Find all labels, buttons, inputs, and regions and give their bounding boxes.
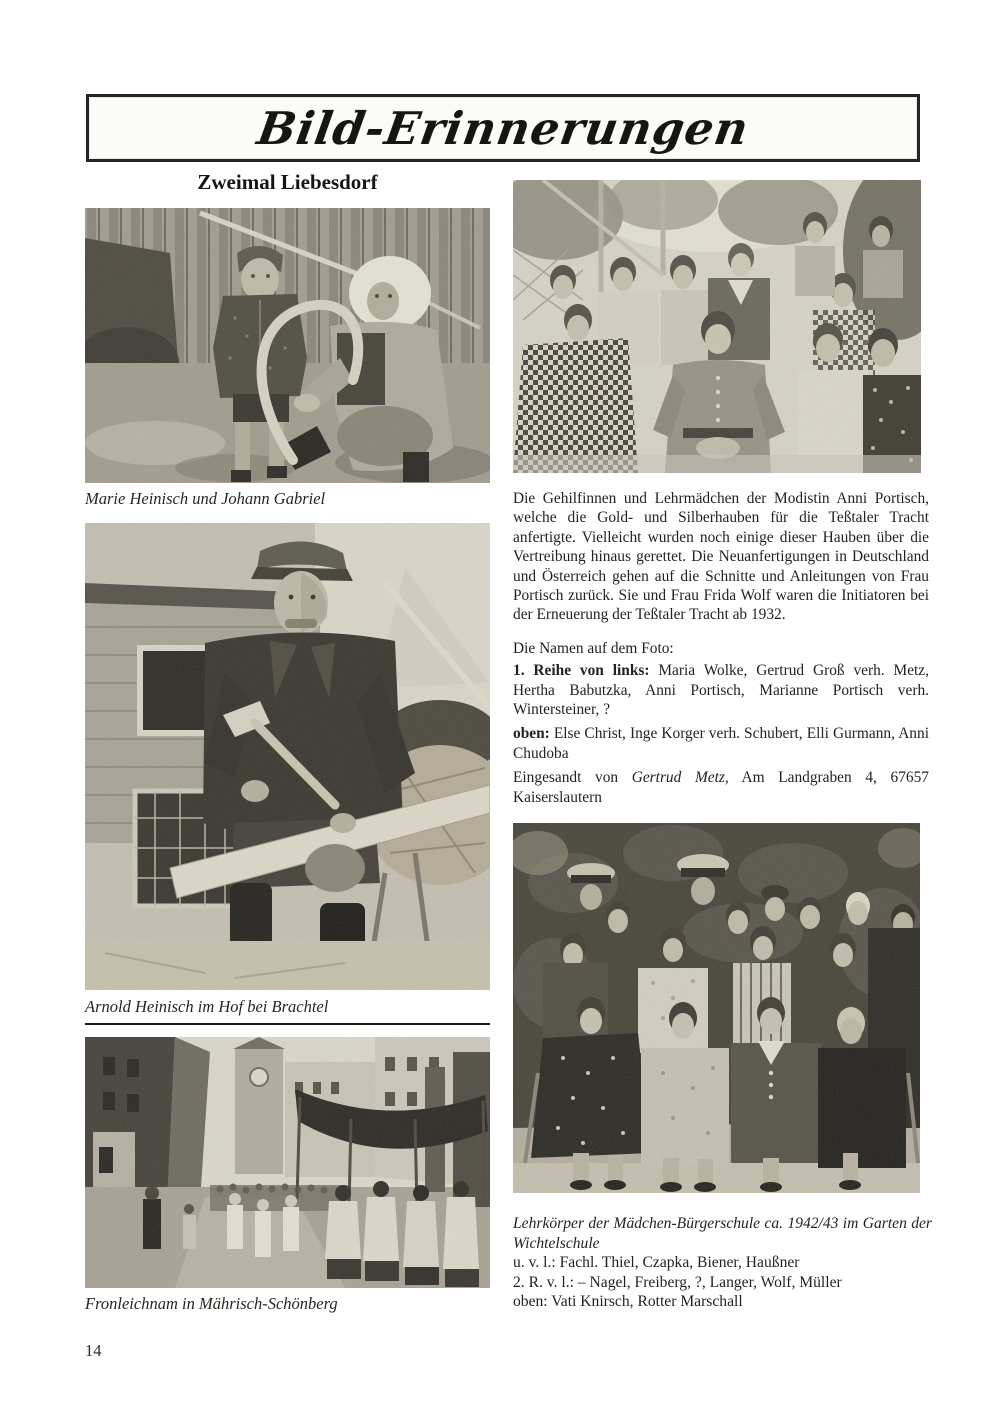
page-title: Bild-Erinnerungen xyxy=(253,101,753,155)
intro-paragraph: Die Gehilfinnen und Lehrmädchen der Modistin Anni Portisch, welche die Gold- und Silberhauben für die Teßtaler Tracht anfertigte. Vielleicht wurden noch einige dieser Hauben über die Vertreibung hinaus gerettet. Die Neuanfertigungen in Deutschland und Österreich gehen auf die Schnitte und Anleitungen von Frau Portisch zurück. Sie und Frau Frida Wolf waren die Initiatoren bei der Erneuerung der Teßtaler Tracht ab 1932. xyxy=(513,490,929,624)
photo-illustration-teachers-in-garden xyxy=(513,823,920,1193)
photo-illustration-street-procession xyxy=(85,1037,490,1288)
bottom-caption-line-3: oben: Vati Knirsch, Rotter Marschall xyxy=(513,1293,743,1311)
photo-caption-2: Arnold Heinisch im Hof bei Brachtel xyxy=(85,997,329,1016)
photo-gehilfinnen-gruppe xyxy=(513,180,921,473)
names-row1 xyxy=(513,661,929,719)
names-top-row xyxy=(513,724,929,763)
photo-marie-heinisch-und-johann-gabriel xyxy=(85,208,490,483)
sender-suffix: Am Landgraben 4, 67657 Kaiserslautern xyxy=(513,769,929,806)
bottom-caption-line-1: u. v. l.: Fachl. Thiel, Czapka, Biener, Haußner xyxy=(513,1254,800,1272)
photo-illustration-group-of-women xyxy=(513,180,921,473)
masthead-banner xyxy=(86,94,920,162)
photo-caption-1: Marie Heinisch und Johann Gabriel xyxy=(85,489,326,508)
top-names: Else Christ, Inge Korger verh. Schubert, Elli Gurmann, Anni Chudoba xyxy=(513,725,929,762)
photo-lehrkoerper-gruppe xyxy=(513,823,920,1193)
page-number: 14 xyxy=(85,1341,102,1360)
photo-fronleichnam-prozession xyxy=(85,1037,490,1288)
separator-rule xyxy=(85,1023,490,1025)
names-heading: Die Namen auf dem Foto: xyxy=(513,639,674,657)
photo-illustration-old-man-with-axe xyxy=(85,523,490,990)
sender-prefix: Eingesandt von xyxy=(513,769,619,787)
bottom-caption-title: Lehrkörper der Mädchen-Bürgerschule ca. 1942/43 im Garten der Wichtelschule xyxy=(513,1215,932,1252)
sender-line xyxy=(513,768,929,807)
section-heading: Zweimal Liebesdorf xyxy=(197,170,378,194)
bottom-caption-line-2: 2. R. v. l.: – Nagel, Freiberg, ?, Langer, Wolf, Müller xyxy=(513,1273,842,1291)
bottom-photo-caption xyxy=(513,1214,932,1312)
right-column-text xyxy=(513,489,929,807)
photo-illustration-boy-and-woman xyxy=(85,208,490,483)
photo-arnold-heinisch xyxy=(85,523,490,990)
top-label: oben: xyxy=(513,725,550,743)
row1-names: Maria Wolke, Gertrud Groß verh. Metz, Hertha Babutzka, Anni Portisch, Marianne Portisch verh. Wintersteiner, ? xyxy=(513,662,929,719)
row1-label: 1. Reihe von links: xyxy=(513,662,650,680)
photo-caption-3: Fronleichnam in Mährisch-Schönberg xyxy=(85,1294,338,1313)
sender-name: Gertrud Metz, xyxy=(631,769,729,787)
